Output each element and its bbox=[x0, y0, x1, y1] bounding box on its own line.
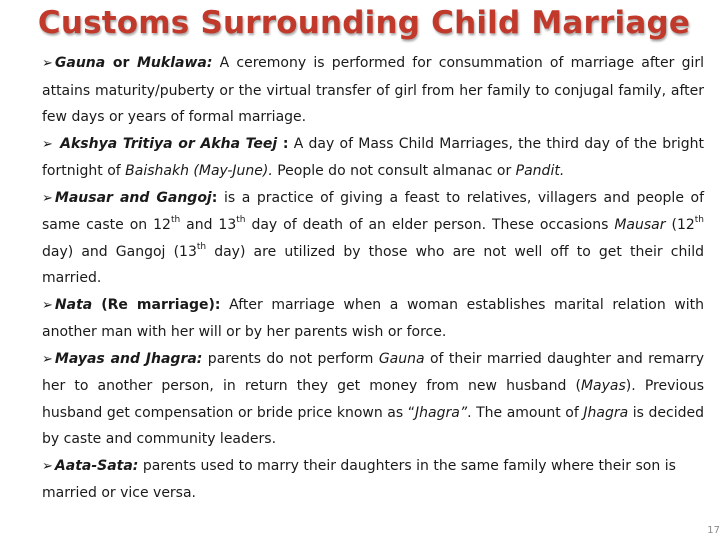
item-text: is decided by caste and community leaders. bbox=[42, 404, 704, 447]
list-item-mausar bbox=[42, 185, 704, 292]
item-text: (12 bbox=[665, 217, 695, 233]
term-akshya: Akshya Tritiya or Akha Teej bbox=[60, 135, 278, 152]
item-text: and 13 bbox=[180, 217, 237, 233]
list-item-akshya bbox=[42, 131, 704, 185]
term-jhagra: Jhagra” bbox=[415, 404, 468, 421]
item-text: A day of Mass Child Marriages, the third day of the bright fortnight of bbox=[42, 135, 704, 179]
superscript: th bbox=[170, 215, 181, 226]
item-text: parents do not perform bbox=[202, 350, 379, 367]
slide-title: Customs Surrounding Child Marriage bbox=[37, 5, 691, 41]
list-item-mayas bbox=[42, 346, 704, 453]
superscript: th bbox=[236, 215, 246, 226]
arrow-bullet-icon: ➢ bbox=[42, 351, 53, 367]
item-text: day of death of an elder person. These occasions bbox=[245, 217, 615, 233]
term-remarriage: (Re marriage): bbox=[92, 296, 221, 313]
term-mausar-gangoj: Mausar and Gangoj bbox=[54, 189, 212, 206]
arrow-bullet-icon: ➢ bbox=[42, 56, 53, 71]
item-text: A ceremony is performed for consummation of marriage after girl attains maturity/puberty or the virtual transfer of girl from her family to conjugal family, after few days or years of formal marriage. bbox=[42, 55, 704, 125]
item-text: parents used to marry their daughters in the same family where their son is married or vice versa. bbox=[42, 457, 676, 501]
page-number: 17 bbox=[707, 525, 720, 536]
arrow-bullet-icon: ➢ bbox=[42, 458, 53, 474]
item-text: After marriage when a woman establishes marital relation with another man with her will or by her parents wish or force. bbox=[42, 296, 704, 340]
term-mausar: Mausar bbox=[614, 217, 666, 233]
item-text: of their married daughter and remarry her to another person, in return they get money from new husband ( bbox=[42, 350, 704, 394]
term-muklawa: Muklawa: bbox=[137, 55, 213, 71]
item-text: ). Previous husband get compensation or bride price known as “ bbox=[42, 378, 704, 421]
term-pandit: Pandit. bbox=[515, 163, 565, 179]
term-mayas: Mayas bbox=[580, 378, 626, 394]
term-mayas-jhagra: Mayas and Jhagra: bbox=[54, 350, 203, 367]
item-text: day) are utilized by those who are not well off to get their child married. bbox=[42, 243, 704, 286]
list-item-aata-sata bbox=[42, 453, 704, 507]
term-gauna: Gauna bbox=[54, 55, 106, 71]
list-item-gauna bbox=[42, 50, 704, 131]
item-text: People do not consult almanac or bbox=[272, 163, 516, 179]
term-jhagra-2: Jhagra bbox=[583, 404, 629, 421]
arrow-bullet-icon: ➢ bbox=[42, 190, 53, 206]
term-colon: : bbox=[277, 135, 289, 152]
arrow-bullet-icon: ➢ bbox=[42, 297, 53, 313]
superscript: th bbox=[694, 215, 704, 226]
term-gauna-inline: Gauna bbox=[378, 350, 425, 367]
term-baishakh: Baishakh (May-June). bbox=[125, 163, 273, 179]
list-item-nata bbox=[42, 292, 704, 346]
item-text: day) and Gangoj (13 bbox=[42, 243, 197, 260]
item-text: is a practice of giving a feast to relatives, villagers and people of same caste on 12 bbox=[42, 189, 705, 233]
superscript: th bbox=[196, 241, 207, 252]
term-or: or bbox=[105, 55, 137, 71]
arrow-bullet-icon: ➢ bbox=[42, 136, 53, 152]
term-aata-sata: Aata-Sata: bbox=[54, 457, 139, 474]
term-colon: : bbox=[211, 189, 218, 206]
slide-content bbox=[42, 50, 704, 507]
term-nata: Nata bbox=[54, 296, 93, 313]
item-text: . The amount of bbox=[467, 404, 584, 421]
